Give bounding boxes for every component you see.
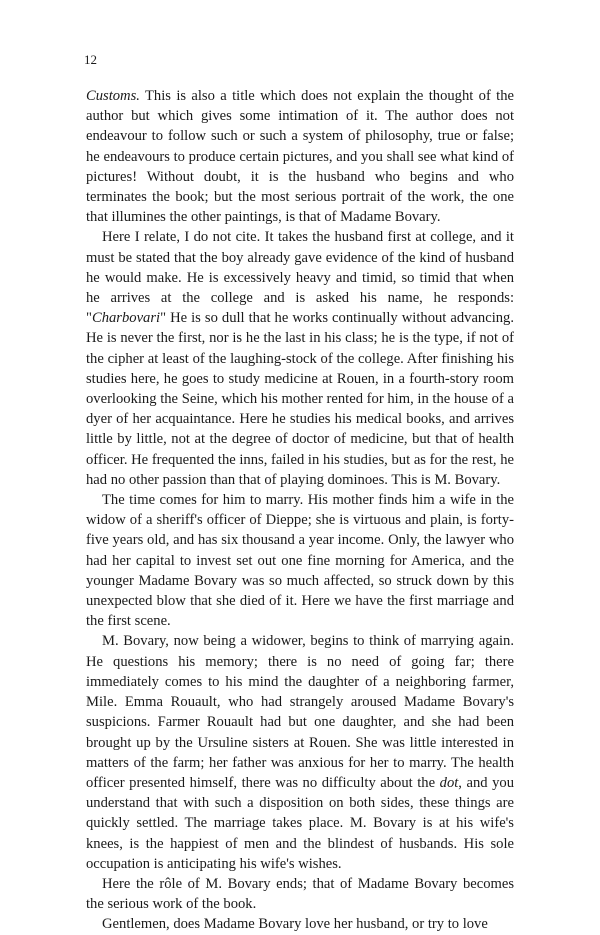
- paragraph: [86, 227, 514, 490]
- italic-text: Customs.: [86, 88, 140, 104]
- text-run: Here I relate, I do not cite. It takes the husband first at college, and it must be stated that the boy already gave evidence of the kind of husband he would make. He is excessively heavy and timid, so timid that when he arrives at the college and is asked his name, he responds: ": [86, 229, 514, 327]
- paragraph: [86, 86, 514, 227]
- text-run: Gentlemen, does Madame Bovary love her husband, or try to love: [102, 916, 488, 933]
- italic-text: Charbovari: [91, 310, 161, 327]
- body-text: [86, 86, 514, 935]
- paragraph: [86, 914, 514, 934]
- text-run: The time comes for him to marry. His mother finds him a wife in the widow of a sheriff's officer of Dieppe; she is virtuous and plain, is forty-five years old, and has six thousand a year income. Only, the lawyer who had her capital to invest set out one fine morning for America, and the younger Madame Bovary was so much affected, so struck down by this unexpected blow that she died of it. Here we have the first marriage and the first scene.: [86, 492, 514, 630]
- paragraph: [86, 874, 514, 914]
- text-run: Here the rôle of M. Bovary ends; that of Madame Bovary becomes the serious work of the book.: [86, 875, 514, 913]
- paragraph: [86, 490, 514, 631]
- text-run: " He is so dull that he works continually without advancing. He is never the first, nor is he the last in his class; he is the type, if not of the cipher at least of the laughing-stock of the college. After finishing his studies here, he goes to study medicine at Rouen, in a fourth-story room overlooking the Seine, which his mother rented for him, in the house of a dyer of her acquaintance. Here he studies his medical books, and arrives little by little, not at the degree of doctor of medicine, but that of health officer. He frequented the inns, failed in his studies, but as for the rest, he had no other passion than that of playing dominoes. This is M. Bovary.: [86, 310, 514, 488]
- text-run: M. Bovary, now being a widower, begins to think of marrying again. He questions his memory; there is no need of going far; there immediately comes to his mind the daughter of a neighboring farmer, Mile. Emma Rouault, who had strangely aroused Madame Bovary's suspicions. Farmer Rouault had but one daughter, and she had been brought up by the Ursuline sisters at Rouen. She was little interested in matters of the farm; her father was anxious for her to marry. The health officer presented himself, there was no difficulty about the: [86, 633, 514, 791]
- italic-text: dot: [439, 774, 459, 791]
- paragraph: [86, 631, 514, 873]
- text-run: This is also a title which does not explain the thought of the author but which gives some intimation of it. The author does not endeavour to follow such or such a system of philosophy, true or false; he endeavours to produce certain pictures, and you shall see what kind of pictures! Without doubt, it is the husband who begins and who terminates the book; but the most serious portrait of the work, the one that illumines the other paintings, is that of Madame Bovary.: [86, 88, 514, 226]
- page-number: 12: [84, 52, 97, 67]
- text-run: , and you understand that with such a disposition on both sides, these things are quickly settled. The marriage takes place. M. Bovary is at his wife's knees, is the happiest of men and the blindest of husbands. His sole occupation is anticipating his wife's wishes.: [86, 774, 514, 872]
